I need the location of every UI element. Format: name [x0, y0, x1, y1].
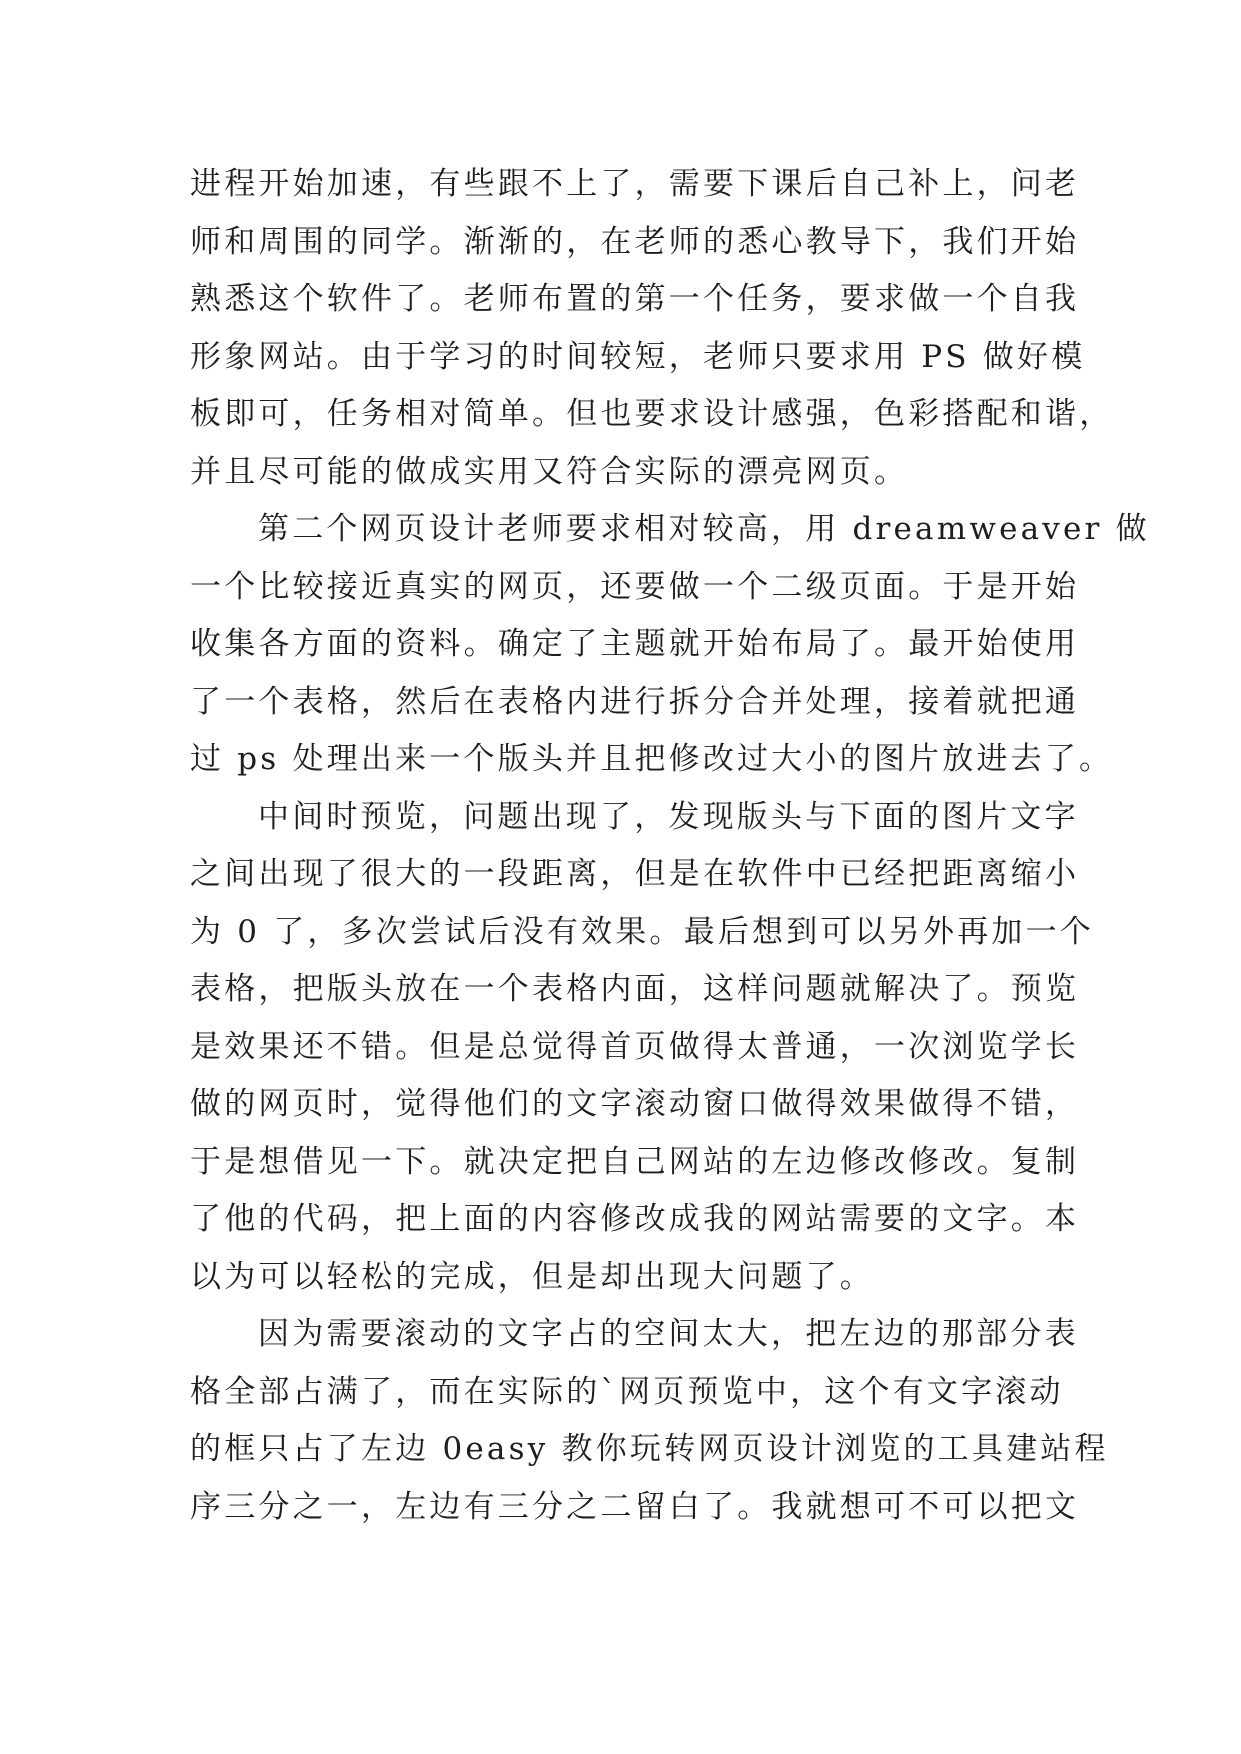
text-line: 进程开始加速，有些跟不上了，需要下课后自己补上，问老: [190, 166, 1080, 202]
text-line: 过 ps 处理出来一个版头并且把修改过大小的图片放进去了。: [190, 741, 1114, 777]
text-line: 形象网站。由于学习的时间较短，老师只要求用 PS 做好模: [190, 338, 1086, 375]
body-text: [190, 156, 1150, 1536]
text-line: 并且尽可能的做成实用又符合实际的漂亮网页。: [190, 453, 909, 490]
text-line: 以为可以轻松的完成，但是却出现大问题了。: [190, 1258, 874, 1295]
paragraph-start-line: 因为需要滚动的文字占的空间太大，把左边的那部分表: [258, 1316, 1079, 1352]
text-line: 收集各方面的资料。确定了主题就开始布局了。最开始使用: [190, 626, 1080, 662]
text-line: 一个比较接近真实的网页，还要做一个二级页面。于是开始: [190, 568, 1080, 605]
text-line: 板即可，任务相对简单。但也要求设计感强，色彩搭配和谐，: [190, 396, 1114, 432]
text-line: 为 0 了，多次尝试后没有效果。最后想到可以另外再加一个: [190, 913, 1095, 950]
text-line: 做的网页时，觉得他们的文字滚动窗口做得效果做得不错，: [190, 1086, 1080, 1122]
text-line: 格全部占满了，而在实际的`网页预览中，这个有文字滚动: [190, 1373, 1064, 1410]
text-line: 熟悉这个软件了。老师布置的第一个任务，要求做一个自我: [190, 281, 1080, 317]
text-line: 是效果还不错。但是总觉得首页做得太普通，一次浏览学长: [190, 1028, 1080, 1065]
text-line: 的框只占了左边 0easy 教你玩转网页设计浏览的工具建站程: [190, 1431, 1109, 1467]
text-line: 师和周围的同学。渐渐的，在老师的悉心教导下，我们开始: [190, 223, 1080, 260]
text-line: 于是想借见一下。就决定把自己网站的左边修改修改。复制: [190, 1143, 1080, 1180]
text-line: 之间出现了很大的一段距离，但是在软件中已经把距离缩小: [190, 856, 1080, 892]
text-line: 了他的代码，把上面的内容修改成我的网站需要的文字。本: [190, 1201, 1080, 1237]
paragraph-start-line: 第二个网页设计老师要求相对较高，用 dreamweaver 做: [258, 511, 1150, 547]
text-line: 表格，把版头放在一个表格内面，这样问题就解决了。预览: [190, 971, 1080, 1007]
text-line: 序三分之一，左边有三分之二留白了。我就想可不可以把文: [190, 1488, 1080, 1525]
text-line: 了一个表格，然后在表格内进行拆分合并处理，接着就把通: [190, 683, 1080, 720]
paragraph-start-line: 中间时预览，问题出现了，发现版头与下面的图片文字: [258, 798, 1079, 835]
